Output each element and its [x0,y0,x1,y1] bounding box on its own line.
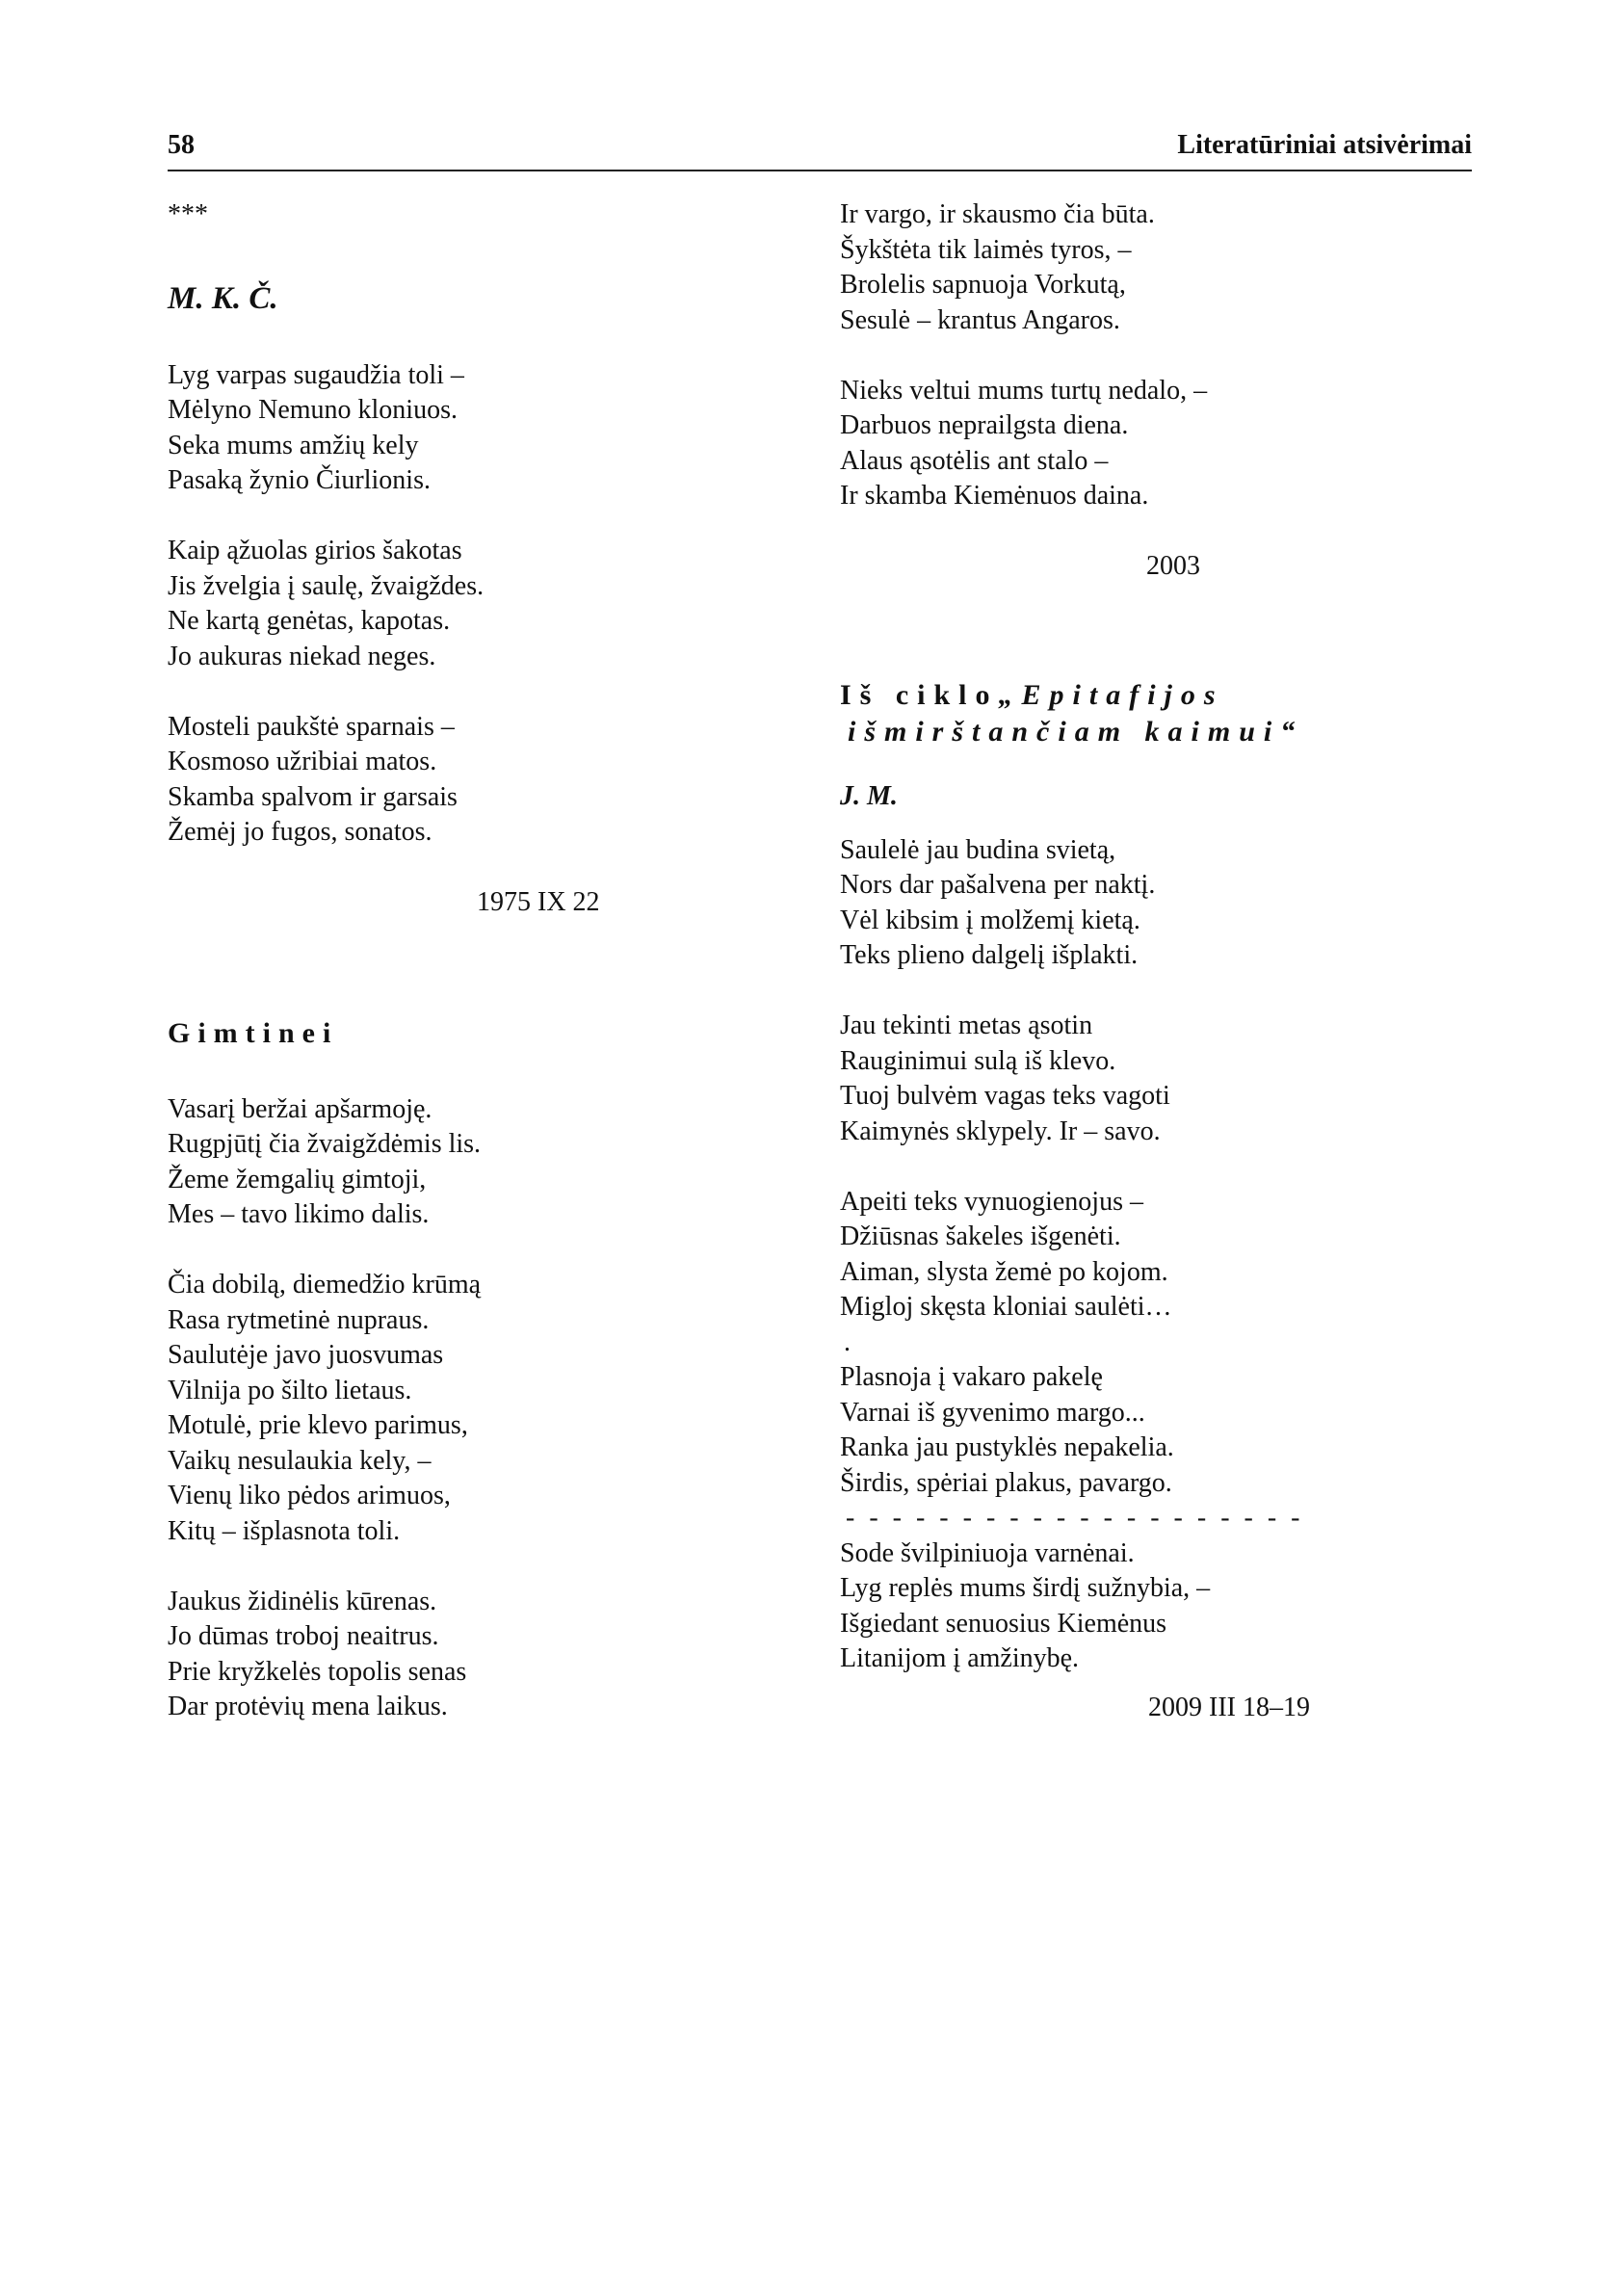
verse-line: Jo dūmas troboj neaitrus. [168,1621,439,1651]
poem-date: 1975 IX 22 [477,887,600,917]
verse-line: Jo aukuras niekad neges. [168,641,436,671]
verse-line: Aiman, slysta žemė po kojom. [840,1256,1168,1287]
verse-line: Išgiedant senuosius Kiemėnus [840,1608,1167,1639]
page-header [168,123,1472,171]
verse-line: Apeiti teks vynuogienojus – [840,1186,1143,1217]
verse-line: Žemėj jo fugos, sonatos. [168,817,432,847]
stanza [840,374,1472,514]
verse-line: Saulelė jau budina svietą, [840,834,1116,865]
stanza [168,1585,784,1725]
verse-line: Rauginimui sulą iš klevo. [840,1045,1116,1076]
verse-line: Sode švilpiniuoja varnėnai. [840,1537,1135,1568]
verse-line: Džiūsnas šakeles išgenėti. [840,1221,1121,1251]
verse-line: Vilnija po šilto lietaus. [168,1375,412,1405]
verse-line: Seka mums amžių kely [168,430,419,460]
verse-line: Plasnoja į vakaro pakelę [840,1362,1103,1392]
verse-line: Ir skamba Kiemėnuos daina. [840,481,1149,511]
poem-date: 2003 [1146,551,1200,581]
verse-line: Ir vargo, ir skausmo čia būta. [840,199,1155,229]
verse-line: Ranka jau pustyklės nepakelia. [840,1432,1174,1462]
verse-line: Žeme žemgalių gimtoji, [168,1164,427,1195]
dedication-initials: J. M. [840,780,898,811]
verse-line: Vienų liko pėdos arimuos, [168,1481,451,1510]
page-number: 58 [168,130,195,160]
verse-line: Alaus ąsotėlis ant stalo – [840,445,1109,476]
section-separator: *** [168,199,208,229]
verse-line: Ne kartą genėtas, kapotas. [168,606,451,636]
verse-line: Čia dobilą, diemedžio krūmą [168,1270,482,1300]
verse-line: Mosteli paukštė sparnais – [168,711,455,742]
verse-line: Brolelis sapnuoja Vorkutą, [840,270,1126,300]
verse-line: Skamba spalvom ir garsais [168,781,458,812]
stanza [840,1360,1472,1501]
verse-line: Mes – tavo likimo dalis. [168,1199,430,1229]
verse-line: Pasaką žynio Čiurlionis. [168,465,431,495]
stanza [168,534,784,674]
verse-line: Dar protėvių mena laikus. [168,1692,448,1721]
cycle-title-line1: „Epitafijos [998,678,1224,711]
stanza-separator-dashes: - - - - - - - - - - - - - - - - - - - - [846,1503,1304,1533]
verse-line: Kaimynės sklypely. Ir – savo. [840,1116,1161,1146]
cycle-title-line2: išmirštančiam kaimui“ [848,715,1304,748]
verse-line: Kitų – išplasnota toli. [168,1515,401,1546]
verse-line: Tuoj bulvėm vagas teks vagoti [840,1081,1170,1111]
poem-date: 2009 III 18–19 [1148,1692,1310,1722]
verse-line: Rasa rytmetinė nupraus. [168,1304,430,1335]
verse-line: Širdis, spėriai plakus, pavargo. [840,1467,1172,1498]
verse-line: Darbuos neprailgsta diena. [840,410,1129,440]
stanza [840,1009,1472,1149]
verse-line: Mėlyno Nemuno kloniuos. [168,395,458,425]
verse-line: Lyg varpas sugaudžia toli – [168,359,464,390]
verse-line: Rugpjūtį čia žvaigždėmis lis. [168,1129,482,1159]
cycle-prefix: Iš ciklo [840,678,999,711]
verse-line: Vėl kibsim į molžemį kietą. [840,905,1140,935]
cycle-title [840,677,1472,750]
verse-line: Migloj skęsta kloniai saulėti… [840,1292,1172,1322]
verse-line: Teks plieno dalgelį išplakti. [840,940,1139,970]
stanza [840,197,1472,338]
stanza [168,1092,784,1233]
verse-line: Varnai iš gyvenimo margo... [840,1397,1145,1428]
verse-line: Vasarį beržai apšarmoję. [168,1093,432,1124]
stanza [840,1185,1472,1326]
verse-line: Motulė, prie klevo parimus, [168,1410,468,1440]
left-column [168,197,784,1725]
verse-line: Kaip ąžuolas girios šakotas [168,536,462,565]
stanza [168,1268,784,1549]
verse-line: Jaukus židinėlis kūrenas. [168,1586,437,1616]
stanza [840,833,1472,974]
verse-line: Kosmoso užribiai matos. [168,747,437,776]
poem-title-mkc: M. K. Č. [168,280,278,316]
verse-line: Vaikų nesulaukia kely, – [168,1445,432,1476]
verse-line: Saulutėje javo juosvumas [168,1340,444,1370]
verse-line: Prie kryžkelės topolis senas [168,1656,467,1687]
stanza [840,1536,1472,1677]
verse-line: Lyg replės mums širdį sužnybia, – [840,1573,1211,1603]
stanza [168,358,784,499]
stanza-separator-dot: . [844,1326,851,1357]
verse-line: Nieks veltui mums turtų nedalo, – [840,375,1208,406]
verse-line: Nors dar pašalvena per naktį. [840,870,1156,900]
stanza [168,710,784,851]
verse-line: Šykštėta tik laimės tyros, – [840,234,1132,265]
right-column [840,197,1472,1725]
running-title: Literatūriniai atsivėrimai [1177,130,1472,160]
verse-line: Litanijom į amžinybę. [840,1643,1080,1673]
verse-line: Jau tekinti metas ąsotin [840,1011,1093,1040]
verse-line: Jis žvelgia į saulę, žvaigždes. [168,570,485,601]
poem-title-gimtinei: Gimtinei [168,1016,339,1049]
verse-line: Sesulė – krantus Angaros. [840,304,1120,335]
